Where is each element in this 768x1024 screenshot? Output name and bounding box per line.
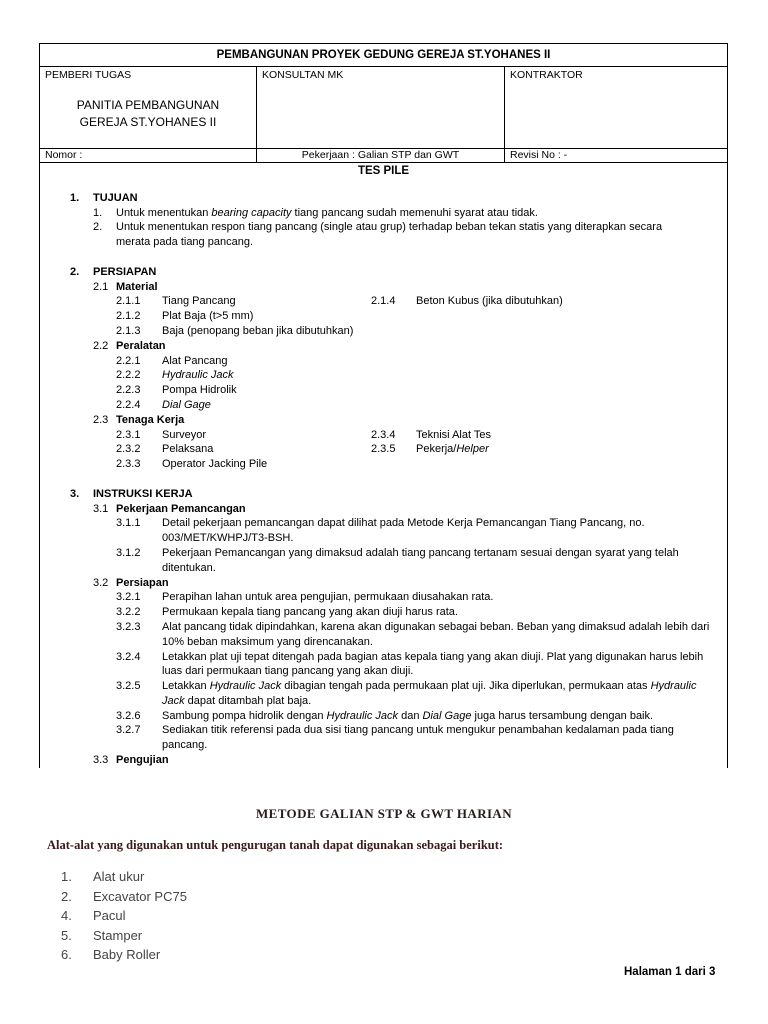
subsection-title: Peralatan: [116, 339, 166, 352]
list-item: 1. Untuk menentukan bearing capacity tiang pancang sudah memenuhi syarat atau tidak.: [93, 206, 538, 219]
list-item: 2.1.1 Tiang Pancang 2.1.4 Beton Kubus (jika dibutuhkan): [116, 295, 563, 308]
list-item: 2.2.1 Alat Pancang: [116, 354, 228, 367]
section-instruksi-kerja: 3. INSTRUKSI KERJA 3.1 Pekerjaan Pemancangan 3.1.1 Detail pekerjaan pemancangan dapat dilihat pada Metode Kerja Pemancangan Tiang Pancang, no. 003/MET/KWHPJ/T3-BSH. 3.1.2 Pekerjaan Pemancangan yang dimaksud adalah tiang pancang tertanam sesuai dengan syarat yang telah ditentukan. 3.2 Persiapan 3.2.1 Perapihan lahan untuk area pengujian, permukaan diusahakan rata. 3.2.2 Permukaan kepala tiang pancang yang akan diuji harus rata. 3.2.3 Alat pancang tidak dipindahkan, karena akan digunakan sebagai beban. Beban yang dimaksud adalah lebih dari 10% beban maksimum yang direncanakan. 3.2.4 Letakkan plat uji tepat ditengah pada bagian atas kepala tiang yang akan diuji. Plat yang digunakan harus lebih luas dari permukaan tiang pancang yang akan diuji. 3.2.5 Letakkan Hydraulic Jack dibagian tengah pada permukaan plat uji. Jika diperlukan, permukaan atas Hydraulic Jack dapat ditambah plat baja. 3.2.6 Sambung pompa hidrolik dengan Hydraulic Jack dan Dial Gage juga harus tersambung dengan baik. 3.2.7 Sediakan titik referensi pada dua sisi tiang pancang untuk mengukur penambahan kedalaman pada tiang pancang. 3.3 Pengujian: [70, 487, 727, 768]
pekerjaan-field: Pekerjaan : Galian STP dan GWT: [257, 149, 505, 163]
doc-title: TES PILE: [357, 165, 410, 177]
list-item: 2.3.3 Operator Jacking Pile: [116, 458, 268, 471]
header-table: [39, 43, 728, 768]
list-item: 2.2.3 Pompa Hidrolik: [116, 384, 237, 397]
revisi-field: Revisi No : -: [505, 149, 728, 163]
konsultan-label: KONSULTAN MK: [262, 69, 344, 81]
list-item: 3.1.2 Pekerjaan Pemancangan yang dimaksud adalah tiang pancang tertanam sesuai dengan syarat yang telah ditentukan.: [116, 546, 679, 574]
list-item: 2.2.2 Hydraulic Jack: [116, 369, 234, 382]
list-item: 2.3.2 Pelaksana 2.3.5 Pekerja/Helper: [116, 443, 489, 456]
intro-text: Alat-alat yang digunakan untuk pengurugan tanah dapat digunakan sebagai berikut:: [47, 838, 504, 852]
pemberi-tugas-label: PEMBERI TUGAS: [45, 69, 132, 81]
page-number: Halaman 1 dari 3: [624, 966, 716, 978]
section-number: 1.: [70, 191, 80, 204]
section-persiapan: 2. PERSIAPAN 2.1 Material 2.1.1 Tiang Pancang 2.1.4 Beton Kubus (jika dibutuhkan) 2.1.2 Plat Baja (t>5 mm) 2.1.3 Baja (penopang beban jika dibutuhkan) 2.2 Peralatan 2.2.1 Alat Pancang 2.2.2 Hydraulic Jack 2.2.3 Pompa Hidrolik 2.2.4 Dial Gage 2.3 Tenaga Kerja 2.3.1 Surveyor 2.3.4 Teknisi Alat Tes 2.3.2 Pelaksana 2.3.5 Pekerja/Helper 2.3.3 Operator Jacking Pile: [70, 265, 727, 472]
list-item: 6. Baby Roller: [61, 947, 161, 963]
section-title: TUJUAN: [93, 191, 138, 204]
list-item: 1. Alat ukur: [61, 869, 145, 884]
subsection-title: Pekerjaan Pemancangan: [116, 502, 246, 515]
owner-line-2: GEREJA ST.YOHANES II: [79, 115, 217, 129]
kontraktor-cell: [505, 67, 728, 149]
list-item: 3.2.3 Alat pancang tidak dipindahkan, karena akan digunakan sebagai beban. Beban yang dimaksud adalah lebih dari 10% beban maksimum yang direncanakan.: [116, 620, 710, 648]
section-title: PERSIAPAN: [93, 265, 157, 278]
list-item: 3.2.1 Perapihan lahan untuk area pengujian, permukaan diusahakan rata.: [116, 591, 494, 604]
list-item: 2. Excavator PC75: [61, 888, 187, 904]
subsection-title: Tenaga Kerja: [116, 413, 185, 426]
list-item: 3.2.7 Sediakan titik referensi pada dua sisi tiang pancang untuk mengukur penambahan kedalaman pada tiang pancang.: [116, 724, 674, 752]
kontraktor-label: KONTRAKTOR: [510, 69, 583, 81]
list-item: 5. Stamper: [61, 927, 143, 943]
list-item: 2.1.3 Baja (penopang beban jika dibutuhkan): [116, 324, 354, 337]
list-item: 3.2.2 Permukaan kepala tiang pancang yang akan diuji harus rata.: [116, 606, 458, 619]
list-item: 3.2.4 Letakkan plat uji tepat ditengah pada bagian atas kepala tiang yang akan diuji. Plat yang digunakan harus lebih luas dari permukaan tiang pancang yang akan diuji.: [116, 650, 704, 678]
list-item: 2.3.1 Surveyor 2.3.4 Teknisi Alat Tes: [116, 428, 492, 441]
list-item: 4. Pacul: [61, 908, 126, 924]
metode-title: METODE GALIAN STP & GWT HARIAN: [255, 806, 513, 821]
subsection-title: Pengujian: [116, 754, 169, 767]
list-item: 3.2.6 Sambung pompa hidrolik dengan Hydraulic Jack dan Dial Gage juga harus tersambung dengan baik.: [116, 709, 654, 722]
nomor-field: Nomor :: [40, 149, 257, 163]
list-item: 2.1.2 Plat Baja (t>5 mm): [116, 310, 254, 323]
list-item: 2. Untuk menentukan respon tiang pancang (single atau grup) terhadap beban tekan statis yang diterapkan secara merata pada tiang pancang.: [93, 221, 663, 249]
list-item: 2.2.4 Dial Gage: [116, 398, 211, 411]
section-tujuan: [70, 191, 727, 250]
list-item: 3.2.5 Letakkan Hydraulic Jack dibagian tengah pada permukaan plat uji. Jika diperlukan, permukaan atas Hydraulic Jack dapat ditambah plat baja.: [116, 680, 697, 707]
pemberi-tugas-cell: [40, 67, 257, 149]
list-item: 3.1.1 Detail pekerjaan pemancangan dapat dilihat pada Metode Kerja Pemancangan Tiang Pancang, no. 003/MET/KWHPJ/T3-BSH.: [116, 517, 645, 545]
konsultan-cell: [257, 67, 505, 149]
owner-line-1: PANITIA PEMBANGUNAN: [76, 98, 220, 112]
section-title: INSTRUKSI KERJA: [93, 487, 193, 500]
tools-list: [61, 867, 187, 965]
subsection-title: Persiapan: [116, 576, 169, 589]
document-sheet: [39, 43, 727, 776]
document-body: [40, 163, 728, 768]
subsection-title: Material: [116, 280, 158, 293]
project-title: PEMBANGUNAN PROYEK GEDUNG GEREJA ST.YOHANES II: [40, 44, 728, 67]
